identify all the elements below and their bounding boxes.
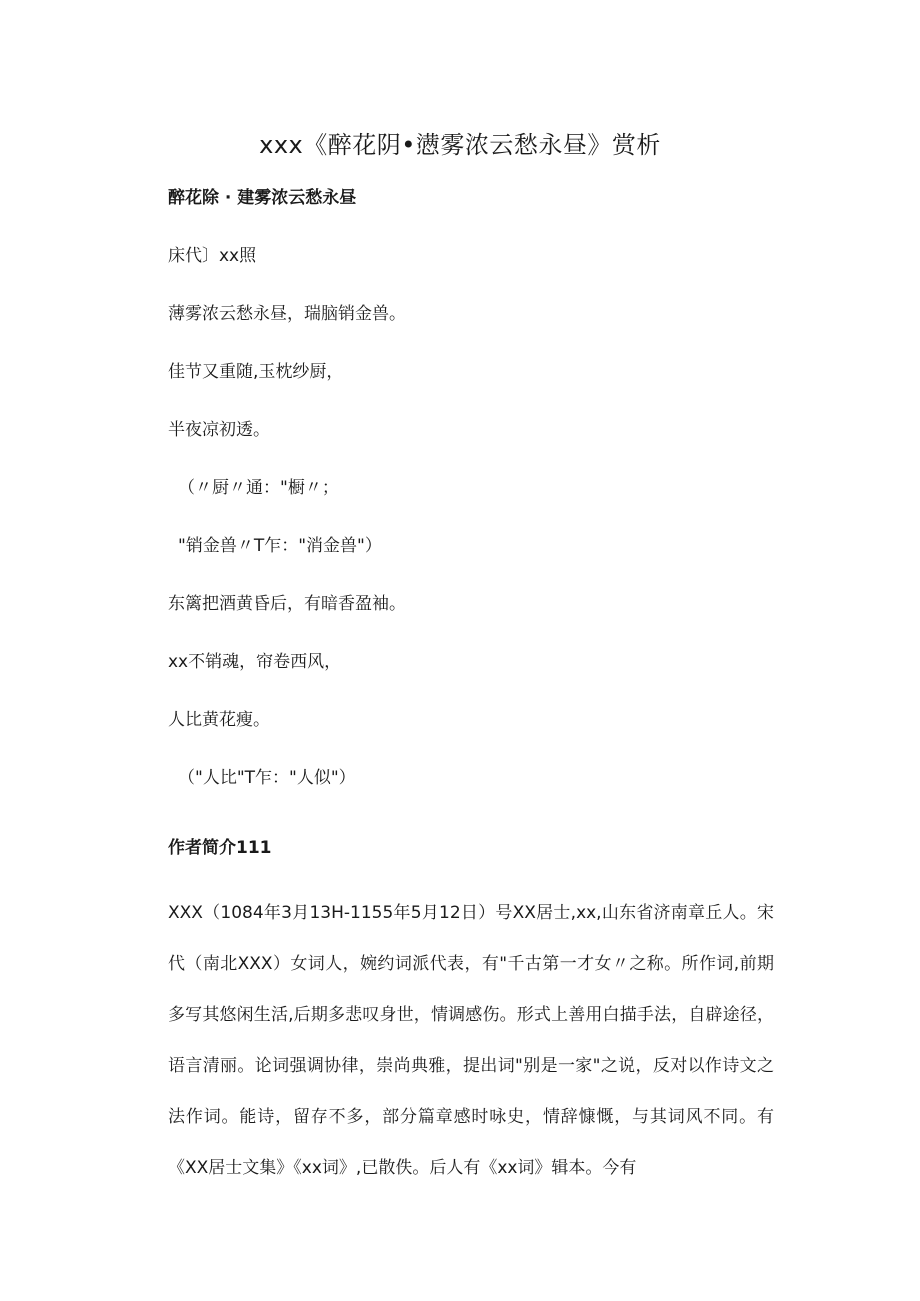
poem-note: （〃厨〃通："橱〃； xyxy=(178,478,339,498)
poem-line: xx不销魂，帘卷西风， xyxy=(168,652,342,672)
poem-note: （"人比"T乍："人似"） xyxy=(178,768,356,788)
poem-line: 人比黄花瘦。 xyxy=(168,710,270,730)
poem-line: 半夜凉初透。 xyxy=(168,420,270,440)
poem-line: 薄雾浓云愁永昼，瑞脑销金兽。 xyxy=(168,304,406,324)
poem-line: 佳节又重随,玉枕纱厨， xyxy=(168,362,344,382)
poem-heading: 醉花除 · 建雾浓云愁永昼 xyxy=(168,188,357,208)
author-line: 床代〕xx照 xyxy=(168,246,257,266)
document-title: xxx《醉花阴•懑雾浓云愁永昼》赏析 xyxy=(259,131,661,159)
poem-line: 东篱把酒黄昏后，有暗香盈袖。 xyxy=(168,594,406,614)
bio-heading: 作者简介111 xyxy=(168,838,272,858)
poem-note: "销金兽〃T乍："消金兽"） xyxy=(178,536,382,556)
bio-paragraph: XXX（1084年3月13H-1155年5月12日）号XX居士,xx,山东省济南章丘人。宋代（南北XXX）女词人，婉约词派代表，有"千古第一才女〃之称。所作词,前期多写其悠闲生活,后期多悲叹身世，情调感伤。形式上善用白描手法，自辟途径，语言清丽。论词强调协律，崇尚典雅，提出词"别是一家"之说，反对以作诗文之法作词。能诗，留存不多，部分篇章感时咏史，情辞慷慨，与其词风不同。有《XX居士文集》《xx词》,已散佚。后人有《xx词》辑本。今有 xyxy=(168,903,774,1178)
